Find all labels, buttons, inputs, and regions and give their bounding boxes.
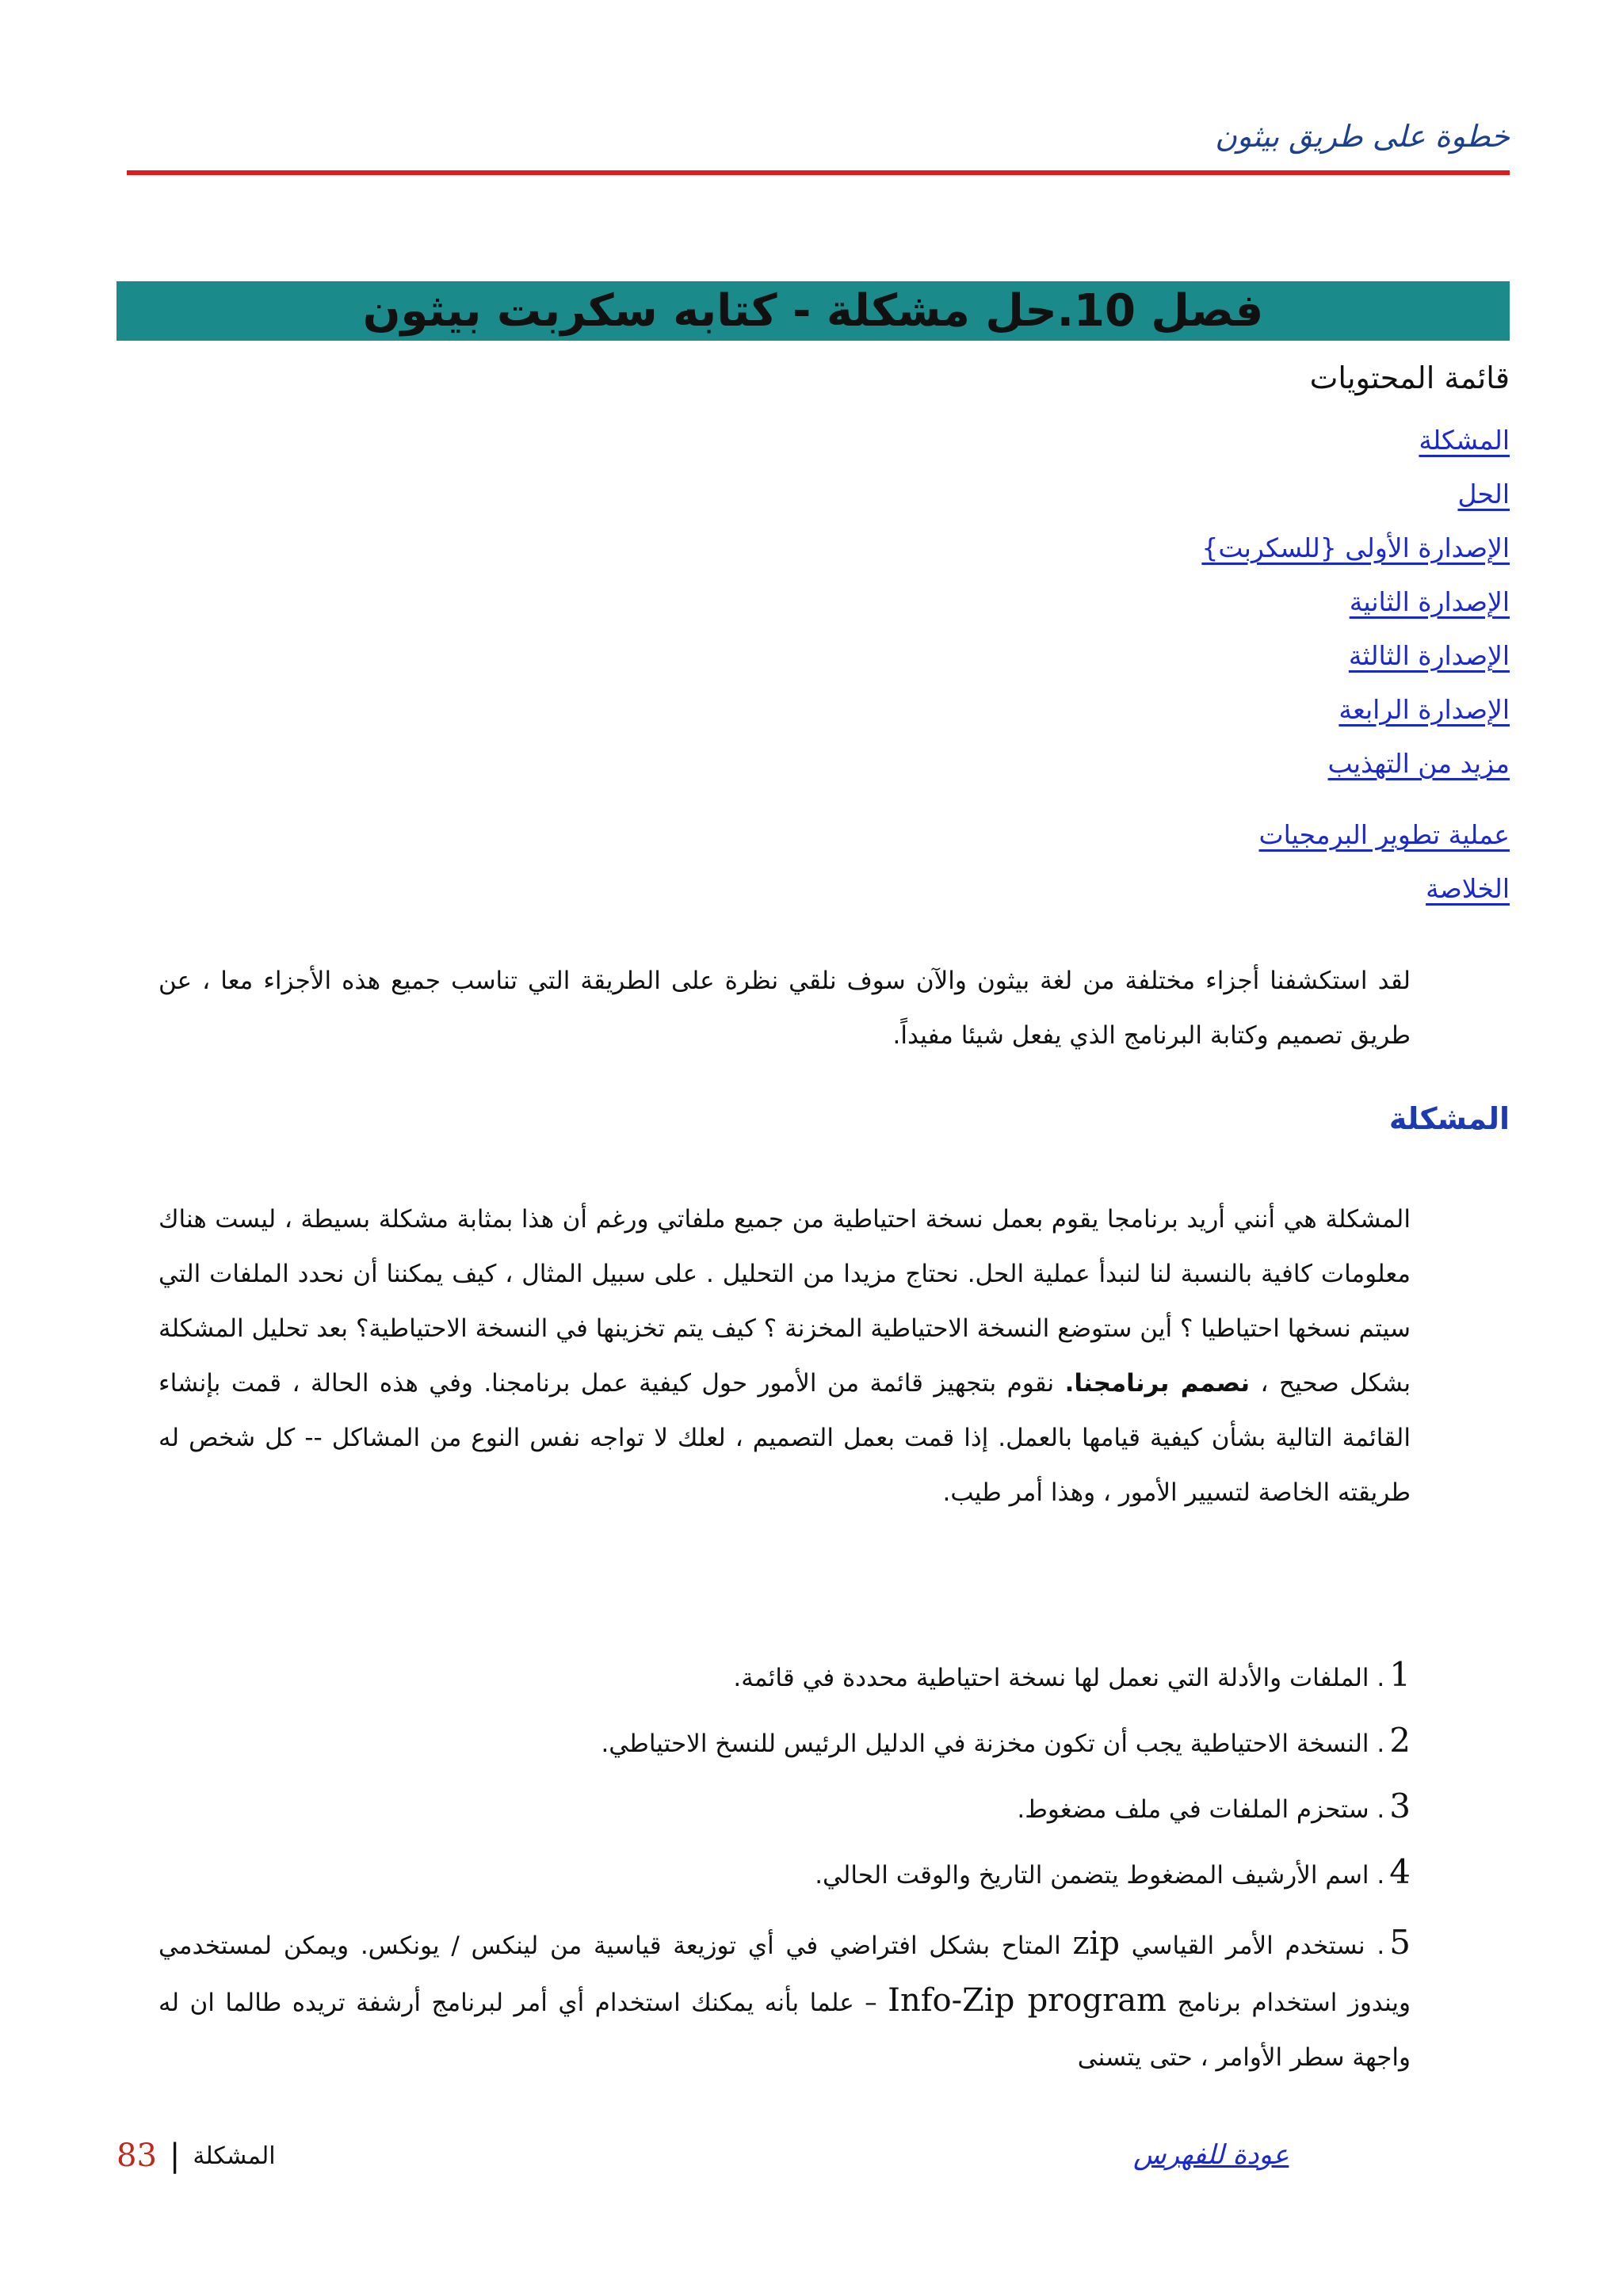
toc-item	[1201, 521, 1510, 575]
list-item: 2. النسخة الاحتياطية يجب أن تكون مخزنة في الدليل الرئيس للنسخ الاحتياطي.	[601, 1721, 1411, 1760]
toc-item	[1201, 414, 1510, 467]
list-item-text: الملفات والأدلة التي نعمل لها نسخة احتياطية محددة في قائمة.	[733, 1664, 1369, 1692]
running-head: خطوة على طريق بيثون	[1215, 119, 1510, 154]
toc-link-version-3[interactable]: الإصدارة الثالثة	[1348, 640, 1510, 671]
toc-heading: قائمة المحتويات	[1309, 360, 1510, 395]
page-footer	[116, 2138, 276, 2174]
toc-link-problem[interactable]: المشكلة	[1419, 425, 1510, 456]
toc-link-summary[interactable]: الخلاصة	[1426, 873, 1510, 904]
list-number: 3	[1389, 1787, 1411, 1825]
footer-section-name: المشكلة	[193, 2142, 276, 2170]
toc-item	[1201, 467, 1510, 521]
list-item-text: – علما بأنه يمكنك استخدام أي أمر لبرنامج أرشفة تريده طالما ان له واجهة سطر الأوامر ، حتى يتسنى	[158, 1989, 1411, 2072]
toc-item	[1201, 737, 1510, 791]
list-item-text: المتاح بشكل افتراضي في أي توزيعة قياسية من لينكس / يونكس. ويمكن لمستخدمي ويندوز استخدام برنامج	[158, 1932, 1411, 2017]
problem-text-part1: المشكلة هي أنني أريد برنامجا يقوم بعمل نسخة احتياطية من جميع ملفاتي ورغم أن هذا بمثابة مشكلة بسيطة ، ليست هناك معلومات كافية بالنسبة لنا لنبدأ عملية الحل. نحتاج مزيدا من التحليل . على سبيل المثال ، كيف يمكننا أن نحدد الملفات التي سيتم نسخها احتياطيا ؟ أين ستوضع النسخة الاحتياطية المخزنة ؟ كيف يتم تخزينها في النسخة الاحتياطية؟ بعد تحليل المشكلة بشكل صحيح ،	[158, 1205, 1411, 1398]
toc-link-solution[interactable]: الحل	[1457, 479, 1510, 509]
toc-item	[1201, 683, 1510, 737]
toc-item	[1201, 808, 1510, 862]
info-zip-program: Info-Zip program	[888, 1982, 1167, 2019]
list-item: 4. اسم الأرشيف المضغوط يتضمن التاريخ والوقت الحالي.	[815, 1852, 1411, 1891]
list-number: 5	[1389, 1923, 1411, 1962]
chapter-banner	[116, 281, 1510, 341]
chapter-title: فصل 10.حل مشكلة - كتابه سكربت بيثون	[362, 285, 1264, 337]
requirements-list	[158, 1652, 1411, 2102]
toc-link-more-refinement[interactable]: مزيد من التهذيب	[1327, 748, 1510, 779]
header-rule	[127, 170, 1510, 175]
list-item-text: اسم الأرشيف المضغوط يتضمن التاريخ والوقت الحالي.	[815, 1861, 1369, 1890]
toc-link-version-1[interactable]: الإصدارة الأولى {للسكربت}	[1201, 532, 1510, 563]
list-item-text: ستحزم الملفات في ملف مضغوط.	[1017, 1795, 1369, 1824]
intro-paragraph: لقد استكشفنا أجزاء مختلفة من لغة بيثون والآن سوف نلقي نظرة على الطريقة التي تناسب جميع هذه الأجزاء معا ، عن طريق تصميم وكتابة البرنامج الذي يفعل شيئا مفيداً.	[158, 967, 1411, 1050]
toc-item	[1201, 629, 1510, 683]
toc-spacer	[1201, 791, 1510, 808]
page-number: 83	[116, 2138, 157, 2174]
list-item-text: النسخة الاحتياطية يجب أن تكون مخزنة في الدليل الرئيس للنسخ الاحتياطي.	[601, 1730, 1369, 1758]
toc-link-version-4[interactable]: الإصدارة الرابعة	[1338, 694, 1510, 725]
list-number: 1	[1389, 1655, 1411, 1694]
toc-item	[1201, 862, 1510, 916]
list-item-text: نستخدم الأمر القياسي	[1131, 1932, 1365, 1960]
back-to-index-link[interactable]: عودة للفهرس	[1133, 2139, 1289, 2171]
problem-paragraph	[158, 1192, 1411, 1520]
section-heading-problem: المشكلة	[1388, 1101, 1510, 1136]
list-number: 4	[1389, 1852, 1411, 1891]
toc-item	[1201, 575, 1510, 629]
list-item: 3. ستحزم الملفات في ملف مضغوط.	[1017, 1787, 1411, 1825]
list-number: 2	[1389, 1721, 1411, 1760]
footer-separator: |	[169, 2138, 181, 2174]
toc-link-version-2[interactable]: الإصدارة الثانية	[1349, 586, 1510, 617]
list-item: 5. نستخدم الأمر القياسي zip المتاح بشكل افتراضي في أي توزيعة قياسية من لينكس / يونكس. ويمكن لمستخدمي ويندوز استخدام برنامج Info-Zip program – علما بأنه يمكنك استخدام أي أمر لبرنامج أرشفة تريده طالما ان له واجهة سطر الأوامر ، حتى يتسنى	[158, 1923, 1411, 2072]
problem-text-part2: نقوم بتجهيز قائمة من الأمور حول كيفية عمل برنامجنا. وفي هذه الحالة ، قمت بإنشاء القائمة التالية بشأن كيفية قيامها بالعمل. إذا قمت بعمل التصميم ، لعلك لا تواجه نفس النوع من المشاكل -- كل شخص له طريقته الخاصة لتسيير الأمور ، وهذا أمر طيب.	[158, 1369, 1411, 1507]
problem-text-bold: نصمم برنامجنا.	[1064, 1369, 1251, 1398]
zip-command: zip	[1072, 1925, 1120, 1962]
table-of-contents	[1201, 414, 1510, 916]
toc-link-software-process[interactable]: عملية تطوير البرمجيات	[1258, 819, 1510, 850]
list-item: 1. الملفات والأدلة التي نعمل لها نسخة احتياطية محددة في قائمة.	[733, 1655, 1411, 1694]
